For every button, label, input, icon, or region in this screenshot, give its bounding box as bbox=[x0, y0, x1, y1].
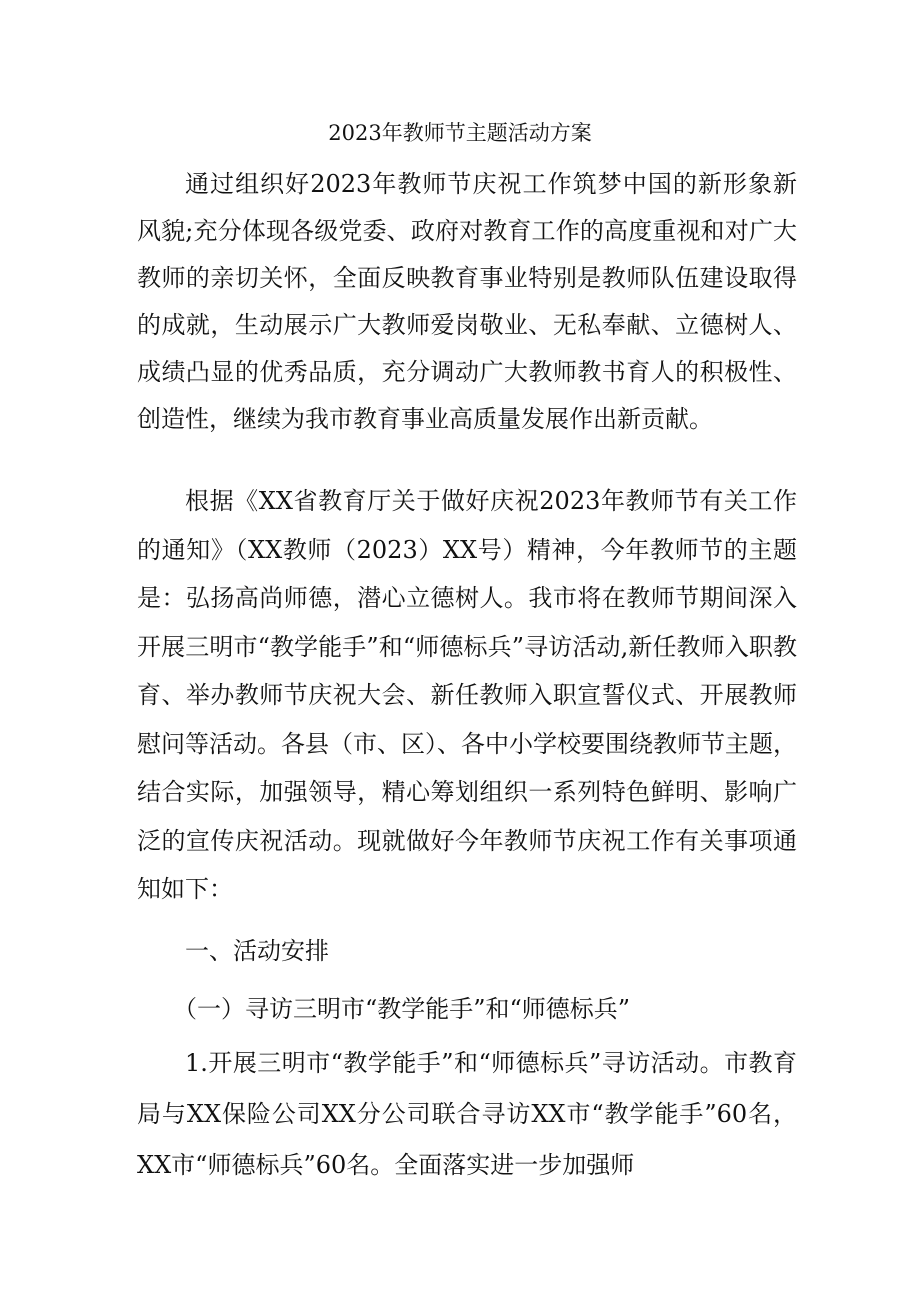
subsection-heading: （一）寻访三明市“教学能手”和“师德标兵” bbox=[173, 994, 631, 1023]
paragraph-notice: 根据《XX省教育厅关于做好庆祝2023年教师节有关工作的通知》（XX教师（2023）XX号）精神，今年教师节的主题是：弘扬高尚师德，潜心立德树人。我市将在教师节期间深入开展三明市“教学能手”和“师德标兵”寻访活动,新任教师入职教育、举办教师节庆祝大会、新任教师入职宣誓仪式、开展教师慰问等活动。各县（市、区）、各中小学校要围绕教师节主题，结合实际，加强领导，精心筹划组织一系列特色鲜明、影响广泛的宣传庆祝活动。现就做好今年教师节庆祝工作有关事项通知如下： bbox=[137, 487, 797, 903]
list-item-1: 1.开展三明市“教学能手”和“师德标兵”寻访活动。市教育局与XX保险公司XX分公司联合寻访XX市“教学能手”60名，XX市“师德标兵”60名。全面落实进一步加强师 bbox=[137, 1048, 797, 1179]
document-title: 2023年教师节主题活动方案 bbox=[328, 121, 592, 145]
document-body bbox=[137, 161, 797, 1191]
section-heading: 一、活动安排 bbox=[185, 936, 329, 965]
paragraph-intro: 通过组织好2023年教师节庆祝工作筑梦中国的新形象新风貌;充分体现各级党委、政府对教育工作的高度重视和对广大教师的亲切关怀，全面反映教育事业特别是教师队伍建设取得的成就，生动展示广大教师爱岗敬业、无私奉献、立德树人、成绩凸显的优秀品质，充分调动广大教师教书育人的积极性、创造性，继续为我市教育事业高质量发展作出新贡献。 bbox=[137, 170, 797, 433]
